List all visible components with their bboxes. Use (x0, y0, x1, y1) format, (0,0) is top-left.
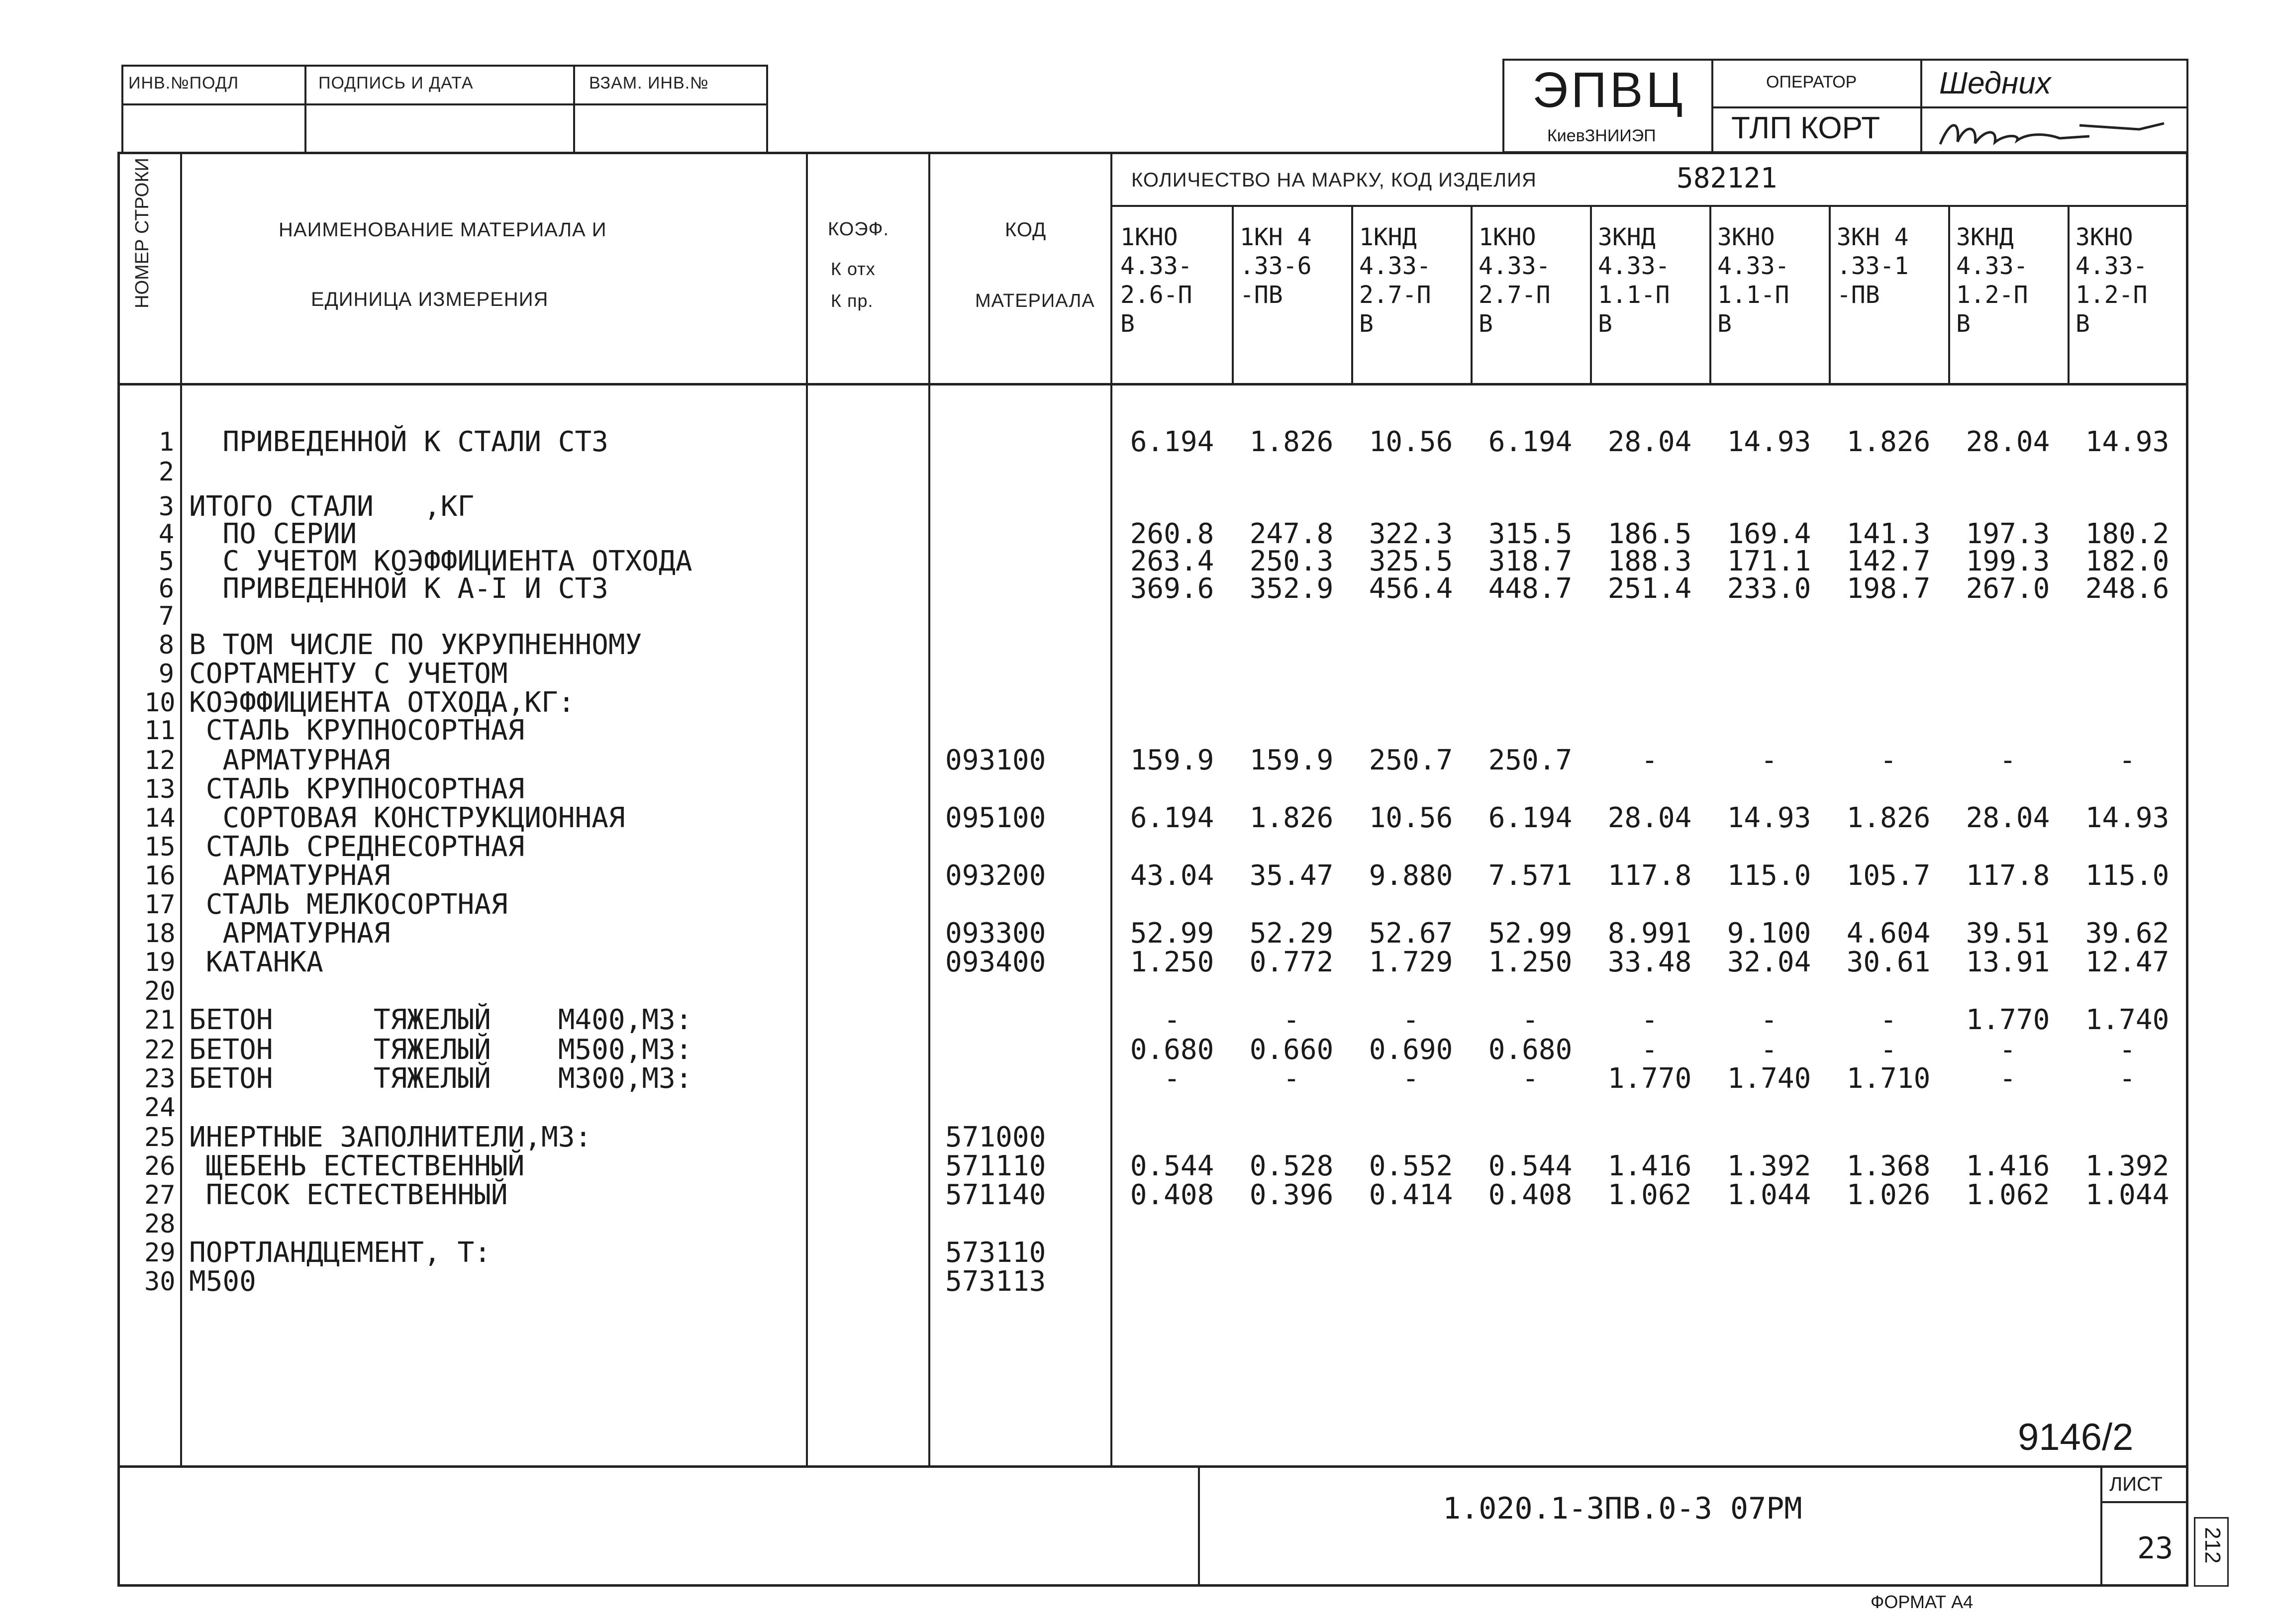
row-material-name: В ТОМ ЧИСЛЕ ПО УКРУПНЕННОМУ (189, 629, 642, 661)
row-value: - (1999, 1062, 2016, 1095)
value-column-heading-line: 4.33- (1359, 252, 1431, 280)
row-value: - (1641, 1004, 1658, 1036)
row-value: 14.93 (1727, 802, 1811, 834)
value-column-heading-line: 1КНД (1359, 223, 1417, 251)
row-value: 6.194 (1488, 426, 1573, 458)
row-number: 25 (144, 1123, 176, 1152)
row-number: 18 (144, 919, 176, 949)
row-number: 2 (158, 457, 174, 487)
footer-top-rule (117, 1465, 2188, 1468)
row-value: 0.408 (1488, 1179, 1573, 1211)
row-value: - (1283, 1004, 1300, 1036)
row-value: 0.528 (1249, 1150, 1334, 1182)
row-material-name: СОРТОВАЯ КОНСТРУКЦИОННАЯ (189, 802, 625, 834)
value-column-heading-line: 1.1-П (1717, 281, 1789, 309)
row-value: 28.04 (1966, 426, 2050, 458)
header-koef-line1: КОЭФ. (828, 219, 889, 240)
row-material-code: 571140 (945, 1179, 1046, 1211)
side-mark: 212 (2200, 1527, 2225, 1564)
row-value: - (1999, 1034, 2016, 1066)
row-value: - (2119, 1062, 2136, 1095)
value-col-separator (2068, 205, 2070, 384)
row-value: 1.062 (1966, 1179, 2050, 1211)
row-value: 1.710 (1846, 1062, 1931, 1095)
row-value: 1.826 (1249, 802, 1334, 834)
header-code-line2: МАТЕРИАЛА (975, 290, 1095, 311)
row-value: 33.48 (1607, 946, 1692, 978)
row-value: 0.680 (1130, 1034, 1214, 1066)
row-value: 12.47 (2085, 946, 2170, 978)
row-value: 141.3 (1846, 518, 1931, 550)
row-value: 43.04 (1130, 860, 1214, 892)
row-number: 26 (144, 1151, 176, 1181)
format-label: ФОРМАТ А4 (1871, 1592, 1974, 1612)
row-value: 251.4 (1607, 573, 1692, 605)
row-number: 30 (144, 1267, 176, 1297)
designation: 1.020.1-3ПВ.0-3 07РМ (1443, 1491, 1802, 1526)
row-value: 1.062 (1607, 1179, 1692, 1211)
row-number: 12 (144, 746, 176, 775)
value-column-heading-line: 2.7-П (1479, 281, 1551, 309)
row-material-name: БЕТОН ТЯЖЕЛЫЙ М500,М3: (189, 1034, 692, 1066)
row-value: 13.91 (1966, 946, 2050, 978)
row-value: 117.8 (1607, 860, 1692, 892)
row-material-name: АРМАТУРНАЯ (189, 860, 391, 892)
value-column-heading-line: 3КНО (1717, 223, 1775, 251)
row-value: 199.3 (1966, 545, 2050, 577)
row-value: 39.51 (1966, 917, 2050, 950)
row-value: 9.880 (1369, 860, 1453, 892)
row-material-name: КАТАНКА (189, 946, 323, 978)
row-number: 1 (158, 427, 174, 457)
row-value: - (1880, 744, 1897, 776)
row-number: 14 (144, 803, 176, 833)
row-value: - (1880, 1004, 1897, 1036)
row-value: 6.194 (1130, 426, 1214, 458)
row-value: 0.544 (1130, 1150, 1214, 1182)
row-number: 23 (144, 1064, 176, 1094)
value-column-heading-line: 1КНО (1120, 223, 1178, 251)
header-rule (117, 383, 2188, 385)
row-value: - (1522, 1062, 1539, 1095)
row-material-name: КОЭФФИЦИЕНТА ОТХОДА,КГ: (189, 686, 575, 719)
row-material-name: ЩЕБЕНЬ ЕСТЕСТВЕННЫЙ (189, 1150, 525, 1182)
row-value: 1.740 (1727, 1062, 1811, 1095)
footer-split-rule (1198, 1465, 1200, 1587)
value-column-heading-line: В (1120, 310, 1135, 338)
row-value: 52.29 (1249, 917, 1334, 950)
row-value: 197.3 (1966, 518, 2050, 550)
row-value: 250.7 (1369, 744, 1453, 776)
row-value: 52.67 (1369, 917, 1453, 950)
row-number: 21 (144, 1005, 176, 1035)
row-value: 6.194 (1488, 802, 1573, 834)
value-column-heading-line: 4.33- (1598, 252, 1670, 280)
footer-sheet-rule (2100, 1465, 2102, 1587)
row-value: 7.571 (1488, 860, 1573, 892)
sheet-number: 23 (2137, 1531, 2174, 1566)
row-value: - (2119, 744, 2136, 776)
header-qty-caption: КОЛИЧЕСТВО НА МАРКУ, КОД ИЗДЕЛИЯ (1131, 169, 1537, 191)
row-number: 24 (144, 1093, 176, 1123)
row-value: 32.04 (1727, 946, 1811, 978)
header-product-code: 582121 (1677, 162, 1778, 194)
row-value: - (1761, 744, 1778, 776)
row-value: 250.3 (1249, 545, 1334, 577)
value-column-heading-line: 1КНО (1479, 223, 1536, 251)
row-value: 1.392 (2085, 1150, 2170, 1182)
row-value: 52.99 (1130, 917, 1214, 950)
row-value: 52.99 (1488, 917, 1573, 950)
row-value: 1.250 (1488, 946, 1573, 978)
header-row-number: НОМЕР СТРОКИ (132, 158, 153, 308)
row-value: 325.5 (1369, 545, 1453, 577)
row-value: 369.6 (1130, 573, 1214, 605)
row-material-name: М500 (189, 1265, 256, 1298)
doc-number: 9146/2 (2018, 1416, 2134, 1458)
header-name-line2: ЕДИНИЦА ИЗМЕРЕНИЯ (311, 288, 549, 310)
row-value: 198.7 (1846, 573, 1931, 605)
sheet-label: ЛИСТ (2109, 1473, 2163, 1495)
value-column-heading-line: 3КН 4 (1837, 223, 1909, 251)
row-value: 39.62 (2085, 917, 2170, 950)
row-value: 171.1 (1727, 545, 1811, 577)
title-block (1502, 59, 2188, 153)
stamp-vzam-inv: ВЗАМ. ИНВ.№ (589, 74, 709, 93)
row-value: 28.04 (1607, 802, 1692, 834)
row-material-code: 093400 (945, 946, 1046, 978)
row-number: 15 (144, 832, 176, 862)
row-number: 10 (144, 688, 176, 718)
org-subtitle: КиевЗНИИЭП (1547, 126, 1656, 145)
row-value: 182.0 (2085, 545, 2170, 577)
row-material-name: ПРИВЕДЕННОЙ К СТАЛИ СТЗ (189, 426, 608, 458)
row-value: 1.729 (1369, 946, 1453, 978)
value-column-heading-line: В (2075, 310, 2090, 338)
value-column-heading-line: 1КН 4 (1240, 223, 1312, 251)
stamp-podpis-data: ПОДПИСЬ И ДАТА (318, 74, 474, 93)
row-value: 188.3 (1607, 545, 1692, 577)
row-value: 0.690 (1369, 1034, 1453, 1066)
row-material-name: ПОРТЛАНДЦЕМЕНТ, Т: (189, 1237, 491, 1269)
row-value: 456.4 (1369, 573, 1453, 605)
value-column-heading-line: 3КНО (2075, 223, 2133, 251)
row-number: 4 (158, 519, 174, 549)
row-value: 1.250 (1130, 946, 1214, 978)
header-name-line1: НАИМЕНОВАНИЕ МАТЕРИАЛА И (279, 219, 607, 241)
row-value: 115.0 (2085, 860, 2170, 892)
value-column-heading-line: 1.2-П (2075, 281, 2148, 309)
row-value: - (1522, 1004, 1539, 1036)
row-value: - (1402, 1004, 1419, 1036)
row-value: 1.770 (1966, 1004, 2050, 1036)
row-number: 7 (158, 601, 174, 631)
row-material-code: 095100 (945, 802, 1046, 834)
row-material-code: 093200 (945, 860, 1046, 892)
row-number: 28 (144, 1209, 176, 1239)
value-column-heading-line: .33-1 (1837, 252, 1909, 280)
row-material-name: ПЕСОК ЕСТЕСТВЕННЫЙ (189, 1179, 508, 1211)
value-col-separator (1709, 205, 1711, 384)
row-number: 5 (158, 547, 174, 576)
row-value: 0.552 (1369, 1150, 1453, 1182)
row-value: 169.4 (1727, 518, 1811, 550)
row-value: 159.9 (1130, 744, 1214, 776)
row-value: 4.604 (1846, 917, 1931, 950)
row-value: 8.991 (1607, 917, 1692, 950)
row-value: - (1641, 744, 1658, 776)
row-value: 1.416 (1966, 1150, 2050, 1182)
row-material-code: 571110 (945, 1150, 1046, 1182)
row-value: 0.680 (1488, 1034, 1573, 1066)
value-column-heading-line: .33-6 (1240, 252, 1312, 280)
row-value: 1.044 (2085, 1179, 2170, 1211)
value-col-separator (1948, 205, 1950, 384)
row-value: 180.2 (2085, 518, 2170, 550)
row-number: 8 (158, 630, 174, 660)
row-material-name: ПРИВЕДЕННОЙ К А-I И СТЗ (189, 573, 608, 605)
row-value: 14.93 (2085, 426, 2170, 458)
value-column-heading-line: 2.6-П (1120, 281, 1192, 309)
value-column-heading-line: В (1598, 310, 1612, 338)
row-material-code: 573113 (945, 1265, 1046, 1298)
row-number: 19 (144, 948, 176, 977)
row-value: 250.7 (1488, 744, 1573, 776)
org-name: ЭПВЦ (1532, 62, 1686, 118)
footer-sheet-split (2100, 1501, 2188, 1503)
row-value: 352.9 (1249, 573, 1334, 605)
stamp-block (121, 65, 768, 154)
row-number: 3 (158, 492, 174, 522)
row-value: 267.0 (1966, 573, 2050, 605)
row-value: - (1880, 1034, 1897, 1066)
row-number: 16 (144, 861, 176, 891)
row-number: 20 (144, 976, 176, 1006)
row-value: 0.408 (1130, 1179, 1214, 1211)
row-value: 1.826 (1846, 426, 1931, 458)
row-material-name: БЕТОН ТЯЖЕЛЫЙ М300,М3: (189, 1062, 692, 1095)
value-column-heading-line: 4.33- (1120, 252, 1192, 280)
value-column-heading-line: 2.7-П (1359, 281, 1431, 309)
value-column-heading-line: 4.33- (1956, 252, 2028, 280)
row-material-code: 573110 (945, 1237, 1046, 1269)
col-rule-koef (928, 152, 930, 1467)
row-value: 186.5 (1607, 518, 1692, 550)
row-material-name: С УЧЕТОМ КОЭФФИЦИЕНТА ОТХОДА (189, 545, 692, 577)
row-value: - (1402, 1062, 1419, 1095)
row-value: 14.93 (1727, 426, 1811, 458)
row-number: 11 (144, 716, 176, 746)
header-koef-line3: К пр. (831, 290, 874, 311)
row-material-code: 571000 (945, 1121, 1046, 1153)
row-value: 105.7 (1846, 860, 1931, 892)
row-value: 1.740 (2085, 1004, 2170, 1036)
signature-mark (1930, 114, 2179, 152)
row-value: 318.7 (1488, 545, 1573, 577)
value-col-separator (1471, 205, 1473, 384)
row-material-name: БЕТОН ТЯЖЕЛЫЙ М400,М3: (189, 1004, 692, 1036)
value-col-separator (1829, 205, 1831, 384)
row-value: 247.8 (1249, 518, 1334, 550)
value-column-heading-line: 1.1-П (1598, 281, 1670, 309)
row-value: 0.660 (1249, 1034, 1334, 1066)
value-column-heading-line: 4.33- (1479, 252, 1551, 280)
row-material-name: СТАЛЬ СРЕДНЕСОРТНАЯ (189, 831, 525, 863)
row-material-code: 093300 (945, 917, 1046, 950)
value-column-heading-line: 4.33- (1717, 252, 1789, 280)
row-material-name: СТАЛЬ КРУПНОСОРТНАЯ (189, 773, 525, 805)
row-number: 6 (158, 574, 174, 604)
row-value: 10.56 (1369, 426, 1453, 458)
row-number: 29 (144, 1238, 176, 1268)
row-value: 30.61 (1846, 946, 1931, 978)
row-value: 9.100 (1727, 917, 1811, 950)
value-column-heading-line: В (1359, 310, 1374, 338)
row-value: 1.026 (1846, 1179, 1931, 1211)
row-value: 0.544 (1488, 1150, 1573, 1182)
row-material-name: ИТОГО СТАЛИ ,КГ (189, 490, 475, 523)
row-number: 22 (144, 1035, 176, 1065)
value-column-heading-line: 1.2-П (1956, 281, 2028, 309)
row-material-code: 093100 (945, 744, 1046, 776)
row-value: 159.9 (1249, 744, 1334, 776)
row-value: 1.826 (1249, 426, 1334, 458)
row-material-name: СТАЛЬ МЕЛКОСОРТНАЯ (189, 888, 508, 921)
row-value: 28.04 (1966, 802, 2050, 834)
row-value: 0.396 (1249, 1179, 1334, 1211)
row-material-name: СТАЛЬ КРУПНОСОРТНАЯ (189, 714, 525, 747)
row-value: 263.4 (1130, 545, 1214, 577)
row-value: 248.6 (2085, 573, 2170, 605)
row-value: - (1761, 1034, 1778, 1066)
row-value: 1.416 (1607, 1150, 1692, 1182)
value-col-separator (1232, 205, 1234, 384)
row-number: 9 (158, 659, 174, 689)
qty-caption-rule (1112, 205, 2188, 207)
row-value: 1.770 (1607, 1062, 1692, 1095)
row-number: 17 (144, 890, 176, 920)
col-rule-rownum (180, 152, 182, 1467)
row-value: 260.8 (1130, 518, 1214, 550)
value-column-heading-line: В (1479, 310, 1493, 338)
value-col-separator (1590, 205, 1592, 384)
row-value: - (1761, 1004, 1778, 1036)
row-value: 6.194 (1130, 802, 1214, 834)
row-material-name: СОРТАМЕНТУ С УЧЕТОМ (189, 658, 508, 690)
operator-value: ТЛП КОРТ (1731, 111, 1880, 145)
row-value: 1.044 (1727, 1179, 1811, 1211)
row-value: 1.392 (1727, 1150, 1811, 1182)
handwritten-name: Шедних (1939, 66, 2051, 100)
row-value: 28.04 (1607, 426, 1692, 458)
row-value: 142.7 (1846, 545, 1931, 577)
value-column-heading-line: 3КНД (1598, 223, 1656, 251)
row-value: - (1283, 1062, 1300, 1095)
operator-label: ОПЕРАТОР (1766, 73, 1857, 92)
row-value: 35.47 (1249, 860, 1334, 892)
row-value: 322.3 (1369, 518, 1453, 550)
row-value: - (1641, 1034, 1658, 1066)
row-value: 0.414 (1369, 1179, 1453, 1211)
row-value: 315.5 (1488, 518, 1573, 550)
row-value: 10.56 (1369, 802, 1453, 834)
value-column-heading-line: 4.33- (2075, 252, 2148, 280)
row-value: 115.0 (1727, 860, 1811, 892)
row-material-name: АРМАТУРНАЯ (189, 744, 391, 776)
row-value: 0.772 (1249, 946, 1334, 978)
value-column-heading-line: В (1956, 310, 1971, 338)
value-column-heading-line: 3КНД (1956, 223, 2014, 251)
header-koef-line2: К отх (831, 259, 876, 279)
row-material-name: ПО СЕРИИ (189, 518, 357, 550)
row-number: 13 (144, 774, 176, 804)
row-value: 448.7 (1488, 573, 1573, 605)
value-column-heading-line: В (1717, 310, 1732, 338)
row-value: - (1999, 744, 2016, 776)
row-material-name: АРМАТУРНАЯ (189, 917, 391, 950)
header-code-line1: КОД (1005, 219, 1047, 241)
row-material-name: ИНЕРТНЫЕ ЗАПОЛНИТЕЛИ,М3: (189, 1121, 592, 1153)
stamp-inv-podl: ИНВ.№ПОДЛ (128, 74, 239, 93)
col-rule-name (806, 152, 808, 1467)
row-value: 1.826 (1846, 802, 1931, 834)
row-value: 1.368 (1846, 1150, 1931, 1182)
row-value: - (1164, 1062, 1181, 1095)
row-value: 233.0 (1727, 573, 1811, 605)
value-column-heading-line: -ПВ (1240, 281, 1283, 309)
value-col-separator (1351, 205, 1353, 384)
row-number: 27 (144, 1180, 176, 1210)
row-value: - (2119, 1034, 2136, 1066)
row-value: 14.93 (2085, 802, 2170, 834)
row-value: 117.8 (1966, 860, 2050, 892)
row-value: - (1164, 1004, 1181, 1036)
value-column-heading-line: -ПВ (1837, 281, 1880, 309)
